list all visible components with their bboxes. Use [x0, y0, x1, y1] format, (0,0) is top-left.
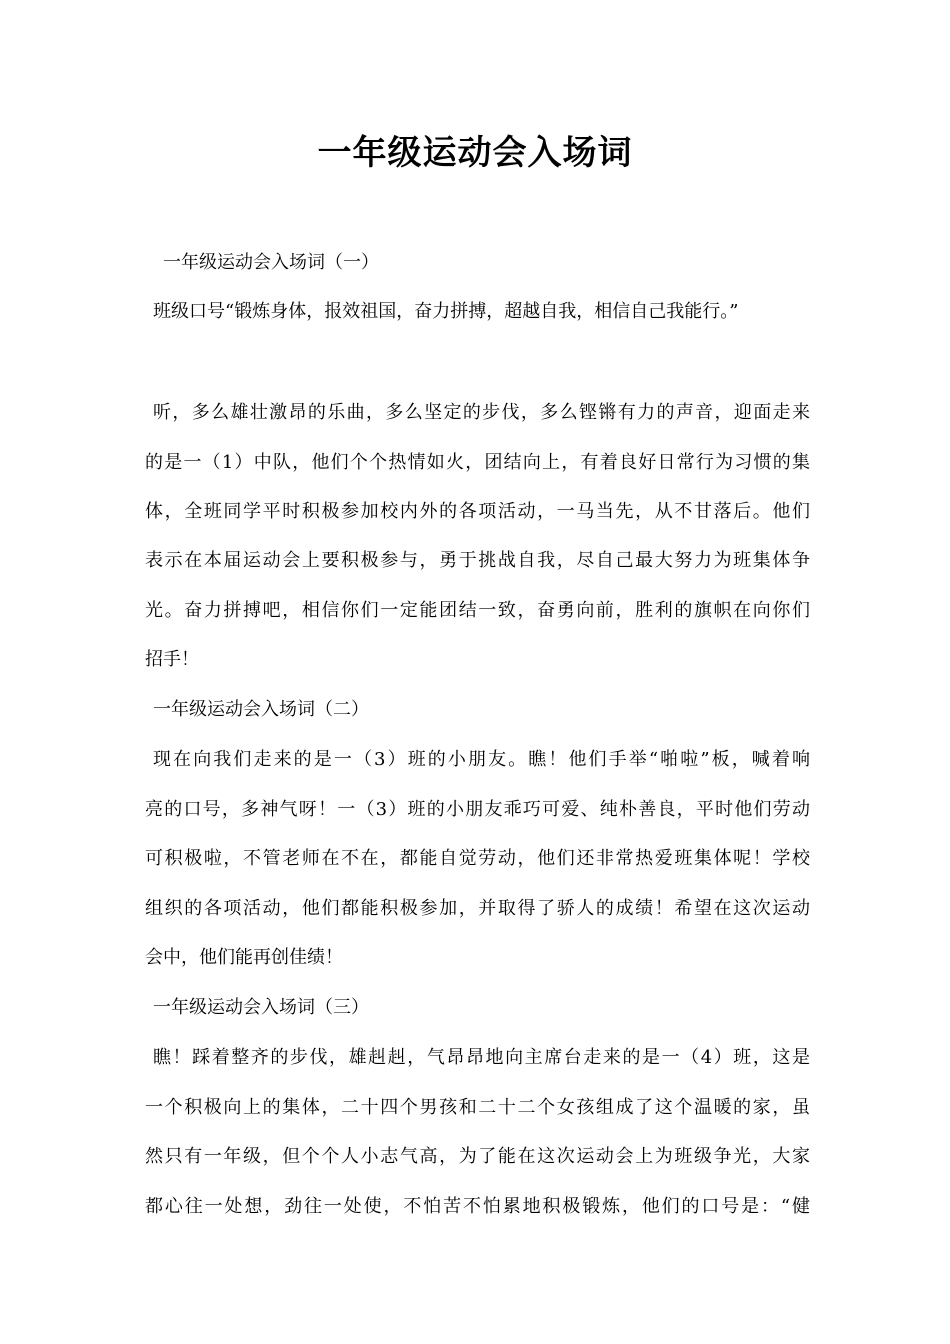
paragraph-line: 体，全班同学平时积极参加校内外的各项活动，一马当先，从不甘落后。他们 [145, 501, 810, 522]
paragraph-line: 可积极啦，不管老师在不在，都能自觉劳动，他们还非常热爱班集体呢！学校 [145, 848, 810, 869]
section-heading-1: 一年级运动会入场词（一） [163, 252, 379, 273]
paragraph-line: 招手！ [145, 649, 199, 670]
paragraph-line: 现在向我们走来的是一（3）班的小朋友。瞧！他们手举“啪啦”板，喊着响 [153, 749, 810, 770]
section-heading-3: 一年级运动会入场词（三） [153, 997, 369, 1018]
paragraph-line: 表示在本届运动会上要积极参与，勇于挑战自我，尽自己最大努力为班集体争 [145, 550, 810, 571]
paragraph-line: 一个积极向上的集体，二十四个男孩和二十二个女孩组成了这个温暖的家，虽 [145, 1097, 810, 1118]
paragraph-line: 组织的各项活动，他们都能积极参加，并取得了骄人的成绩！希望在这次运动 [145, 898, 810, 919]
paragraph-line: 会中，他们能再创佳绩！ [145, 947, 343, 968]
class-slogan: 班级口号“锻炼身体，报效祖国，奋力拼搏，超越自我，相信自己我能行。” [153, 301, 739, 322]
paragraph-line: 亮的口号，多神气呀！一（3）班的小朋友乖巧可爱、纯朴善良，平时他们劳动 [145, 799, 810, 820]
paragraph-line: 瞧！踩着整齐的步伐，雄赳赳，气昂昂地向主席台走来的是一（4）班，这是 [153, 1047, 810, 1068]
paragraph-line: 都心往一处想，劲往一处使，不怕苦不怕累地积极锻炼，他们的口号是：“健 [145, 1196, 810, 1217]
section-heading-2: 一年级运动会入场词（二） [153, 699, 369, 720]
paragraph-line: 听，多么雄壮激昂的乐曲，多么坚定的步伐，多么铿锵有力的声音，迎面走来 [153, 402, 810, 423]
paragraph-line: 的是一（1）中队，他们个个热情如火，团结向上，有着良好日常行为习惯的集 [145, 452, 810, 473]
paragraph-line: 然只有一年级，但个个人小志气高，为了能在这次运动会上为班级争光，大家 [145, 1146, 810, 1167]
document-title: 一年级运动会入场词 [317, 133, 633, 173]
paragraph-line: 光。奋力拼搏吧，相信你们一定能团结一致，奋勇向前，胜利的旗帜在向你们 [145, 600, 810, 621]
